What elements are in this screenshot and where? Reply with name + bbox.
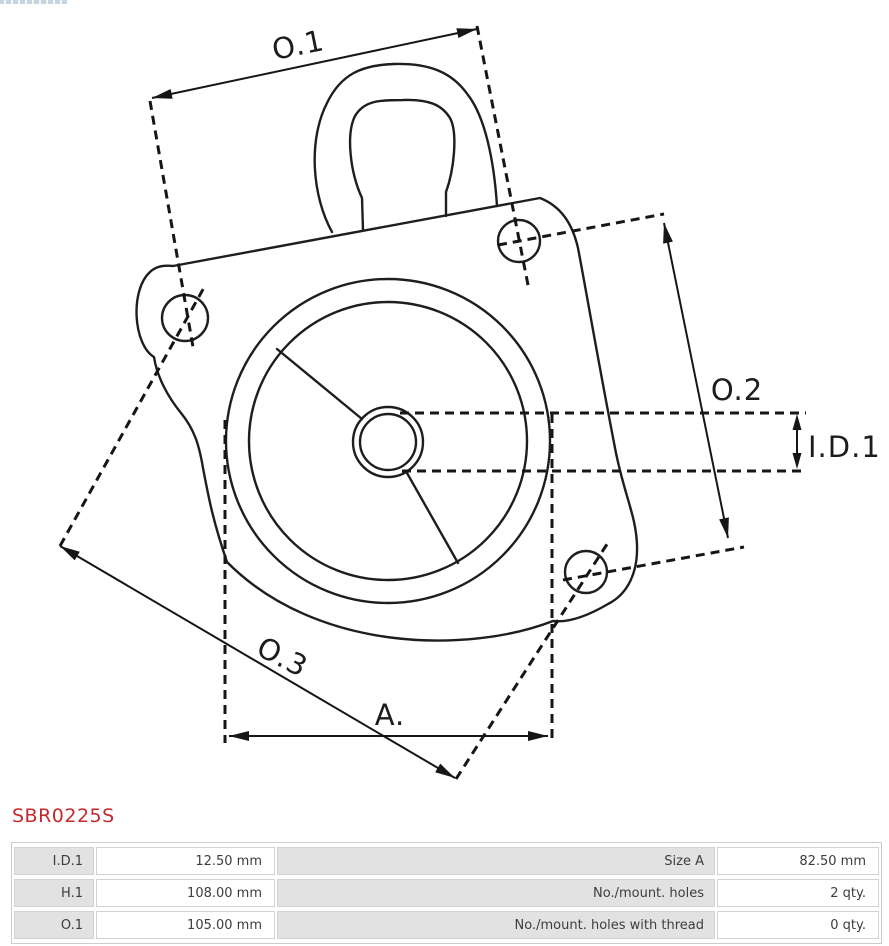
dimension-labels	[252, 23, 881, 732]
sector-line-lower	[407, 473, 458, 563]
spec-value: 105.00 mm	[96, 911, 275, 939]
top-loop-outer	[315, 64, 497, 232]
spec-value: 82.50 mm	[717, 847, 879, 875]
hub-circle-inner	[360, 414, 416, 470]
spec-key: No./mount. holes with thread	[277, 911, 715, 939]
hub-circle-outer	[353, 407, 423, 477]
spec-row-3	[14, 911, 879, 939]
sector-line-upper	[277, 349, 362, 419]
spec-key: No./mount. holes	[277, 879, 715, 907]
dim-label-o1: O.1	[269, 23, 328, 67]
dim-label-o3: O.3	[251, 629, 314, 684]
ext-o2-top	[498, 214, 664, 245]
dim-label-a: A.	[374, 698, 406, 732]
part-number[interactable]: SBR0225S	[12, 805, 115, 827]
ext-o3-left	[60, 284, 206, 546]
face-circle-outer	[226, 279, 550, 603]
spec-row-1	[14, 847, 879, 875]
spec-key: Size A	[277, 847, 715, 875]
dimension-arrows	[60, 28, 802, 778]
dim-label-id1: I.D.1	[808, 430, 881, 464]
spec-table	[11, 842, 882, 944]
spec-row-2	[14, 879, 879, 907]
starter-cover-outline	[137, 64, 638, 641]
ext-o1-right	[477, 26, 529, 290]
top-loop-inner	[350, 100, 454, 230]
ext-o1-left	[150, 101, 193, 347]
spec-value: 2 qty.	[717, 879, 879, 907]
plate-outline	[137, 198, 638, 641]
spec-key: H.1	[14, 879, 94, 907]
spec-value: 108.00 mm	[96, 879, 275, 907]
spec-key: O.1	[14, 911, 94, 939]
spec-value: 12.50 mm	[96, 847, 275, 875]
face-circle-inner	[249, 302, 527, 580]
spec-key: I.D.1	[14, 847, 94, 875]
dim-label-o2: O.2	[710, 373, 764, 407]
dim-arrow-id1	[793, 414, 802, 469]
spec-value: 0 qty.	[717, 911, 879, 939]
